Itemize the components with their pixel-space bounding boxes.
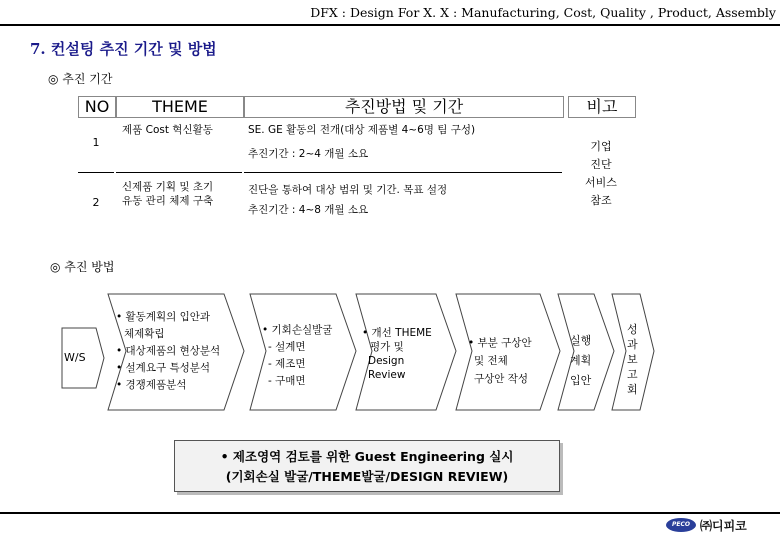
step3-text: • 개선 THEME 평가 및 Design Review bbox=[362, 327, 432, 381]
company-name: ㈜디피코 bbox=[700, 519, 747, 533]
col-header-theme: THEME bbox=[116, 96, 244, 118]
method-heading: ◎ 추진 방법 bbox=[50, 260, 115, 274]
col-header-remark: 비고 bbox=[568, 96, 636, 118]
page-title: 7. 컨설팅 추진 기간 및 방법 bbox=[30, 40, 217, 58]
row1-method: SE. GE 활동의 전개(대상 제품별 4~6명 팀 구성) 추진기간 : 2~4 개월 소요 bbox=[248, 124, 476, 160]
row2-method: 진단을 통하여 대상 범위 및 기간. 목표 설정 추진기간 : 4~8 개월 소요 bbox=[248, 184, 448, 216]
step1-text: • 활동계획의 입안과 체제확립 • 대상제품의 현상분석 • 설계요구 특성분석 • 경쟁제품분석 bbox=[116, 311, 221, 391]
header-text: DFX : Design For X. X : Manufacturing, Cost, Quality , Product, Assembly bbox=[310, 5, 776, 20]
ws-label: W/S bbox=[64, 351, 86, 364]
row2-theme: 신제품 기획 및 초기 유동 관리 체제 구축 bbox=[122, 181, 214, 207]
row1-no: 1 bbox=[92, 136, 100, 149]
col-header-no: NO bbox=[78, 96, 116, 118]
footer-rule bbox=[0, 512, 780, 514]
step4-text: • 부분 구상안 및 전체 구상안 작성 bbox=[468, 337, 532, 385]
guest-engineering-banner: • 제조영역 검토를 위한 Guest Engineering 실시 (기회손실 발굴/THEME발굴/DESIGN REVIEW) bbox=[174, 440, 560, 492]
col-header-method: 추진방법 및 기간 bbox=[244, 96, 564, 118]
step2-text: • 기회손실발굴 - 설계면 - 제조면 - 구매면 bbox=[262, 324, 333, 387]
step6-text: 성 과 보 고 회 bbox=[627, 323, 638, 396]
period-heading: ◎ 추진 기간 bbox=[48, 72, 113, 86]
row2-no: 2 bbox=[92, 196, 100, 209]
step5-text: 실행 계획 입안 bbox=[570, 334, 592, 387]
remark-cell: 기업 진단 서비스 참조 bbox=[585, 140, 617, 207]
row1-theme: 제품 Cost 혁신활동 bbox=[122, 124, 213, 136]
company-logo: PECO bbox=[666, 518, 696, 532]
